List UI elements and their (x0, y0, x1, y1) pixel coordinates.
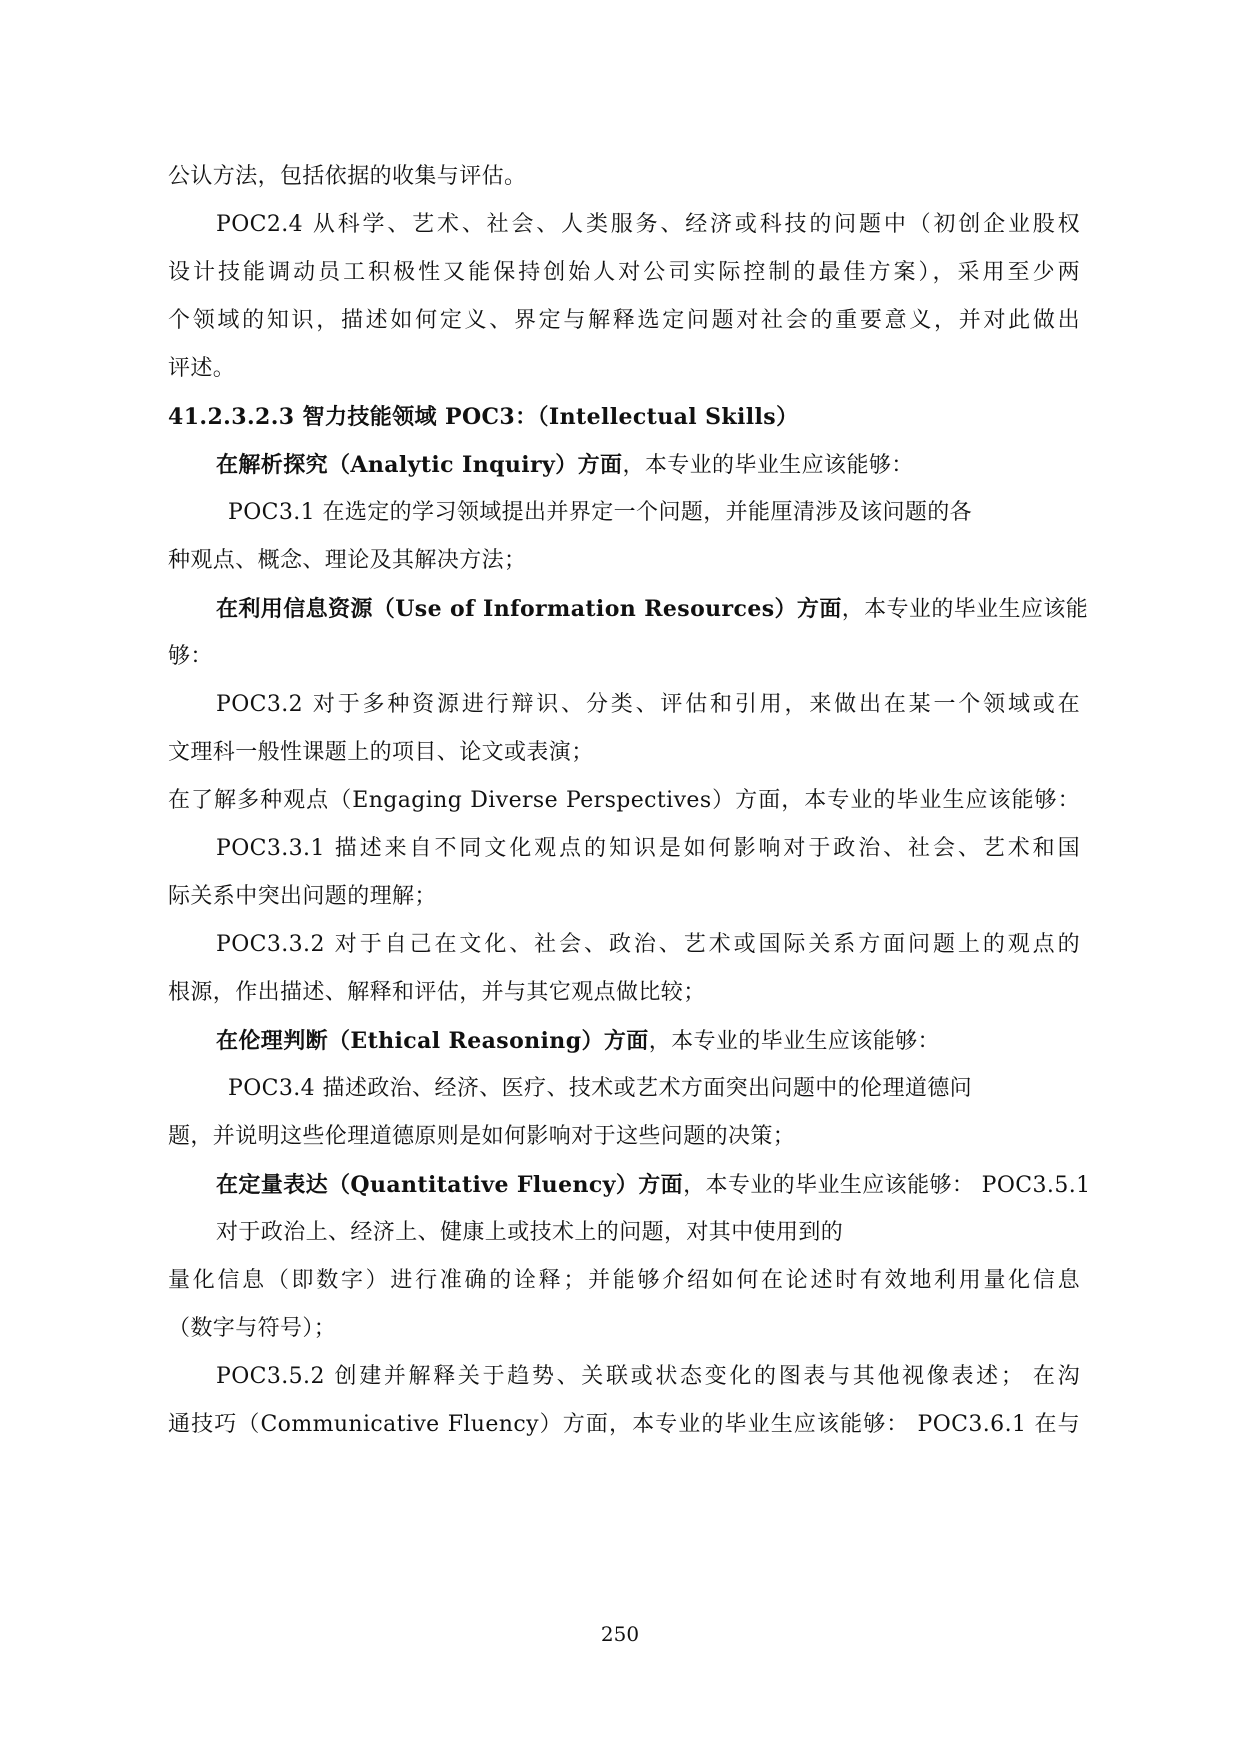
text-line: POC2.4 从科学、艺术、社会、人类服务、经济或科技的问题中（初创企业股权 (216, 212, 1080, 237)
text-line (216, 1170, 1091, 1201)
text-line: 公认方法，包括依据的收集与评估。 (168, 164, 527, 189)
text-line: 在了解多种观点（Engaging Diverse Perspectives）方面，本专业的毕业生应该能够： (168, 788, 1080, 813)
text-span: ，本专业的毕业生应该能 (841, 597, 1089, 622)
text-span: ，本专业的毕业生应该能够： (648, 1029, 940, 1054)
text-span: ，本专业的毕业生应该能够： POC3.5.1 (683, 1173, 1091, 1198)
text-line: 设计技能调动员工积极性又能保持创始人对公司实际控制的最佳方案），采用至少两 (168, 260, 1080, 285)
text-line: POC3.3.2 对于自己在文化、社会、政治、艺术或国际关系方面问题上的观点的 (216, 932, 1080, 957)
text-line (216, 594, 1089, 625)
text-line: 种观点、概念、理论及其解决方法； (168, 548, 527, 573)
text-line: 通技巧（Communicative Fluency）方面，本专业的毕业生应该能够： POC3.6.1 在与 (168, 1412, 1080, 1437)
section-heading: 41.2.3.2.3 智力技能领域 POC3：（Intellectual Skills） (168, 404, 799, 430)
text-line: （数字与符号）； (168, 1316, 337, 1341)
text-line: 文理科一般性课题上的项目、论文或表演； (168, 740, 594, 765)
text-line: POC3.5.2 创建并解释关于趋势、关联或状态变化的图表与其他视像表述； 在沟 (216, 1364, 1080, 1389)
text-line: 量化信息（即数字）进行准确的诠释；并能够介绍如何在论述时有效地利用量化信息 (168, 1268, 1080, 1293)
text-line: 对于政治上、经济上、健康上或技术上的问题，对其中使用到的 (216, 1220, 844, 1245)
text-line (216, 1026, 940, 1057)
text-span: ，本专业的毕业生应该能够： (622, 453, 914, 478)
text-line: POC3.1 在选定的学习领域提出并界定一个问题，并能厘清涉及该问题的各 (228, 500, 973, 525)
text-line: 个领域的知识，描述如何定义、界定与解释选定问题对社会的重要意义，并对此做出 (168, 308, 1080, 333)
page-number: 250 (600, 1622, 640, 1646)
text-line: POC3.4 描述政治、经济、医疗、技术或艺术方面突出问题中的伦理道德问 (228, 1076, 973, 1101)
subsection-label: 在利用信息资源（Use of Information Resources）方面 (216, 596, 842, 622)
text-line (216, 450, 914, 481)
subsection-label: 在解析探究（Analytic Inquiry）方面 (216, 452, 623, 478)
text-line: POC3.2 对于多种资源进行辩识、分类、评估和引用，来做出在某一个领域或在 (216, 692, 1080, 717)
text-line: POC3.3.1 描述来自不同文化观点的知识是如何影响对于政治、社会、艺术和国 (216, 836, 1080, 861)
text-line: 根源，作出描述、解释和评估，并与其它观点做比较； (168, 980, 706, 1005)
text-line: 题，并说明这些伦理道德原则是如何影响对于这些问题的决策； (168, 1124, 796, 1149)
text-line: 际关系中突出问题的理解； (168, 884, 437, 909)
subsection-label: 在定量表达（Quantitative Fluency）方面 (216, 1172, 684, 1198)
subsection-label: 在伦理判断（Ethical Reasoning）方面 (216, 1028, 649, 1054)
text-line: 够： (168, 644, 213, 669)
text-line: 评述。 (168, 356, 236, 381)
